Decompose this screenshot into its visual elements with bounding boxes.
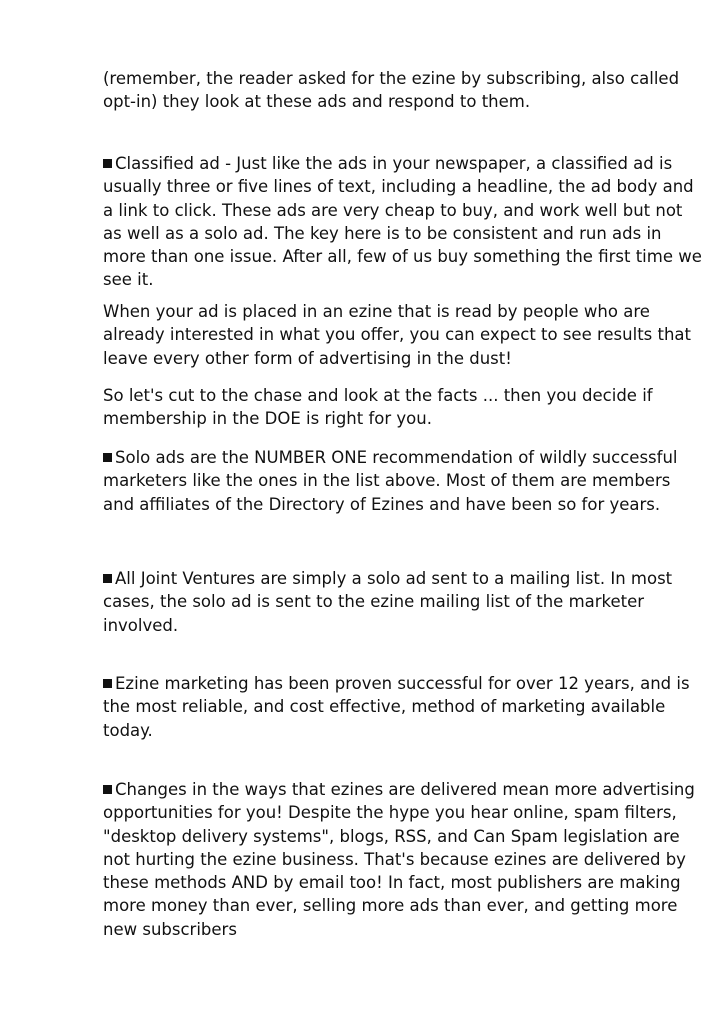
paragraph-intro-continuation xyxy=(103,67,703,114)
paragraph-classified-ad xyxy=(103,152,703,292)
paragraph-text: All Joint Ventures are simply a solo ad sent to a mailing list. In most cases, the solo ad is sent to the ezine mailing list of the marketer involved. xyxy=(103,569,673,635)
bullet-icon xyxy=(103,785,112,794)
bullet-icon xyxy=(103,453,112,462)
paragraph-joint-ventures xyxy=(103,567,703,637)
paragraph-text: So let's cut to the chase and look at the facts ... then you decide if membership in the DOE is right for you. xyxy=(103,386,653,429)
paragraph-text: Classified ad - Just like the ads in your newspaper, a classified ad is usually three or five lines of text, including a headline, the ad body and a link to click. These ads are very cheap to buy, and work well but not as well as a solo ad. The key here is to be consistent and run ads in more than one issue. After all, few of us buy something the first time we see it. xyxy=(103,154,702,290)
paragraph-solo-ads xyxy=(103,446,703,516)
paragraph-delivery-changes xyxy=(103,778,703,941)
paragraph-text: Ezine marketing has been proven successful for over 12 years, and is the most reliable, and cost effective, method of marketing available today. xyxy=(103,674,690,740)
paragraph-text: Solo ads are the NUMBER ONE recommendation of wildly successful marketers like the ones in the list above. Most of them are members and affiliates of the Directory of Ezines and have been so for years. xyxy=(103,448,678,514)
bullet-icon xyxy=(103,159,112,168)
paragraph-text: (remember, the reader asked for the ezine by subscribing, also called opt-in) they look at these ads and respond to them. xyxy=(103,69,680,112)
bullet-icon xyxy=(103,679,112,688)
paragraph-text: When your ad is placed in an ezine that is read by people who are already interested in what you offer, you can expect to see results that leave every other form of advertising in the dust! xyxy=(103,302,692,368)
paragraph-cut-to-chase xyxy=(103,384,703,431)
paragraph-text: Changes in the ways that ezines are delivered mean more advertising opportunities for you! Despite the hype you hear online, spam filters, "desktop delivery systems", blogs, RSS, and Can Spam legislation are not hurting the ezine business. That's because ezines are delivered by these methods AND by email too! In fact, most publishers are making more money than ever, selling more ads than ever, and getting more new subscribers xyxy=(103,780,695,939)
paragraph-ad-placement xyxy=(103,300,703,370)
paragraph-ezine-marketing xyxy=(103,672,703,742)
bullet-icon xyxy=(103,574,112,583)
